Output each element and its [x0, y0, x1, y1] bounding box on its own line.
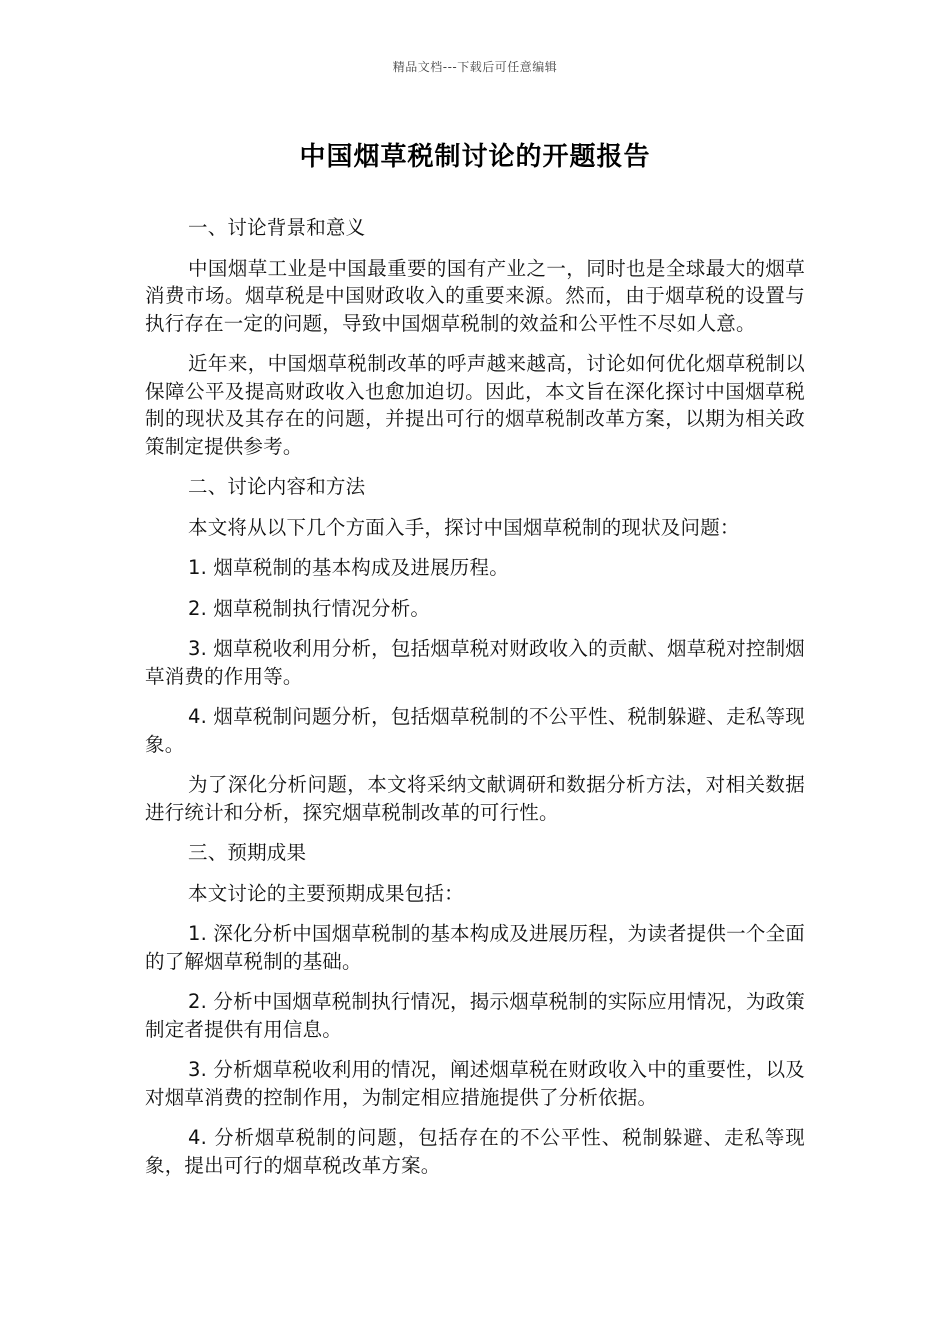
- paragraph-reform-purpose: 近年来，中国烟草税制改革的呼声越来越高，讨论如何优化烟草税制以保障公平及提高财政收入也愈加迫切。因此，本文旨在深化探讨中国烟草税制的现状及其存在的问题，并提出可行的烟草税制改革方案，以期为相关政策制定提供参考。: [145, 352, 805, 458]
- document-body: [145, 214, 805, 1192]
- paragraph-method: 为了深化分析问题，本文将采纳文献调研和数据分析方法，对相关数据进行统计和分析，探究烟草税制改革的可行性。: [145, 773, 805, 824]
- paragraph-results-intro: 本文讨论的主要预期成果包括：: [188, 881, 464, 905]
- list-item-research-3: 3. 烟草税收利用分析，包括烟草税对财政收入的贡献、烟草税对控制烟草消费的作用等。: [145, 637, 805, 688]
- section-heading-background: 一、讨论背景和意义: [188, 216, 366, 239]
- header-note: 精品文档---下载后可任意编辑: [392, 60, 558, 74]
- paragraph-industry-overview: 中国烟草工业是中国最重要的国有产业之一，同时也是全球最大的烟草消费市场。烟草税是中国财政收入的重要来源。然而，由于烟草税的设置与执行存在一定的问题，导致中国烟草税制的效益和公平性不尽如人意。: [145, 256, 805, 335]
- section-heading-content-method: 二、讨论内容和方法: [188, 475, 366, 498]
- section-heading-expected-results: 三、预期成果: [188, 841, 307, 864]
- paragraph-research-intro: 本文将从以下几个方面入手，探讨中国烟草税制的现状及问题：: [188, 515, 740, 539]
- list-item-research-2: 2. 烟草税制执行情况分析。: [188, 596, 431, 620]
- list-item-research-1: 1. 烟草税制的基本构成及进展历程。: [188, 556, 509, 579]
- list-item-result-4: 4. 分析烟草税制的问题，包括存在的不公平性、税制躲避、走私等现象，提出可行的烟草税改革方案。: [145, 1126, 805, 1177]
- list-item-result-3: 3. 分析烟草税收利用的情况，阐述烟草税在财政收入中的重要性，以及对烟草消费的控制作用，为制定相应措施提供了分析依据。: [145, 1058, 805, 1109]
- list-item-research-4: 4. 烟草税制问题分析，包括烟草税制的不公平性、税制躲避、走私等现象。: [145, 705, 805, 756]
- list-item-result-1: 1. 深化分析中国烟草税制的基本构成及进展历程，为读者提供一个全面的了解烟草税制的基础。: [145, 922, 805, 973]
- document-title: 中国烟草税制讨论的开题报告: [299, 142, 651, 172]
- list-item-result-2: 2. 分析中国烟草税制执行情况，揭示烟草税制的实际应用情况，为政策制定者提供有用信息。: [145, 990, 805, 1041]
